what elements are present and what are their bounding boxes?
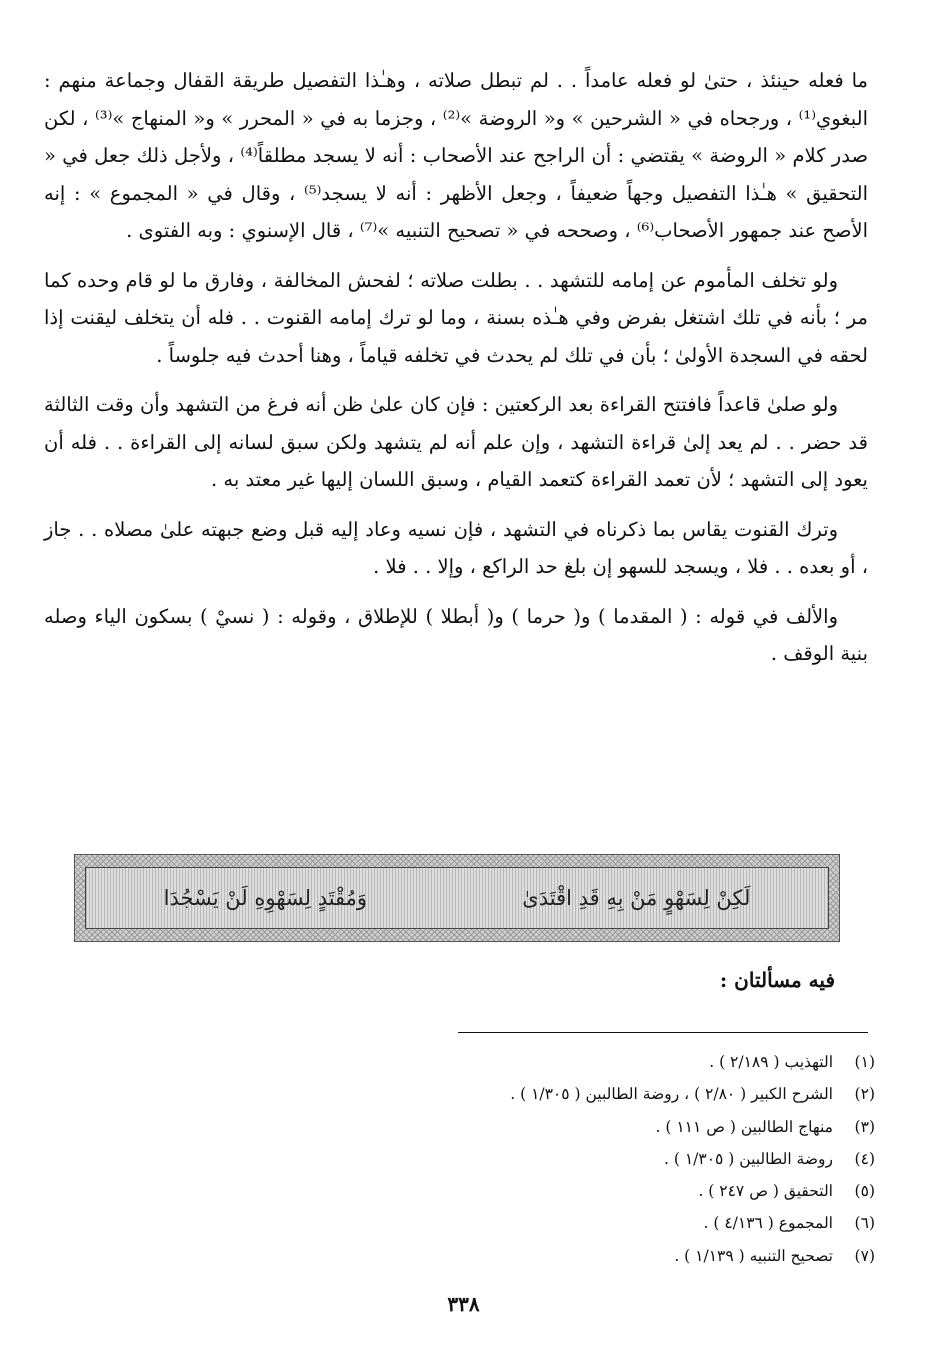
paragraph: ما فعله حينئذ ، حتىٰ لو فعله عامداً . . لم تبطل صلاته ، وهـٰذا التفصيل طريقة القفال وجماعة منهم : البغوي⁽¹⁾ ، ورجحاه في « الشرحين » و« الروضة »⁽²⁾ ، وجزما به في « المحرر » و« المنهاج »⁽³⁾ ، لكن صدر كلام « الروضة » يقتضي : أن الراجح عند الأصحاب : أنه لا يسجد مطلقاً⁽⁴⁾ ، ولأجل ذلك جعل في « التحقيق » هـٰذا التفصيل وجهاً ضعيفاً ، وجعل الأظهر : أنه لا يسجد⁽⁵⁾ ، وقال في « المجموع » : إنه الأصح عند جمهور الأصحاب⁽⁶⁾ ، وصححه في « تصحيح التنبيه »⁽⁷⁾ ، قال الإسنوي : وبه الفتوى . [44,69,869,242]
footnote-text: المجموع ( ٤/١٣٦ ) . [703,1214,833,1233]
main-text [44,62,868,685]
poem-right-hemistich: وَمُقْتَدٍ لِسَهْوِهِ لَنْ يَسْجُدَا [163,886,368,910]
paragraph: وترك القنوت يقاس بما ذكرناه في التشهد ، فإن نسيه وعاد إليه قبل وضع جبهته علىٰ مصلاه . . جاز ، أو بعده . . فلا ، ويسجد للسهو إن بلغ حد الراكع ، وإلا . . فلا . [44,517,868,578]
footnote-text: الشرح الكبير ( ٢/٨٠ ) ، روضة الطالبين ( ١/٣٠٥ ) . [510,1085,833,1104]
footnote-number: (٤) [854,1149,875,1168]
poem-left-hemistich: لَكِنْ لِسَهْوٍ مَنْ بِهِ قَدِ اقْتَدَىٰ [522,886,751,910]
poem-verse-frame [74,854,840,942]
footnote-text: روضة الطالبين ( ١/٣٠٥ ) . [664,1149,833,1168]
footnote-number: (١) [854,1053,875,1071]
footnote [315,1046,875,1078]
footnote-number: (٦) [854,1214,875,1233]
footnote-text: التهذيب ( ٢/١٨٩ ) . [709,1053,833,1071]
footnote [315,1207,875,1239]
footnote-number: (٧) [854,1246,875,1265]
poem-verse [85,867,829,929]
footnote [315,1111,875,1143]
paragraph: والألف في قوله : ( المقدما ) و( حرما ) و( أبطلا ) للإطلاق ، وقوله : ( نسيْ ) بسكون الياء وصله بنية الوقف . [44,604,868,665]
footnote-text: التحقيق ( ص ٢٤٧ ) . [698,1182,833,1201]
footnote [315,1078,875,1110]
paragraph: ولو تخلف المأموم عن إمامه للتشهد . . بطلت صلاته ؛ لفحش المخالفة ، وفارق ما لو قام وحده كما مر ؛ بأنه في تلك اشتغل بفرض وفي هـٰذه بسنة ، وما لو ترك إمامه القنوت . . فله أن يتخلف ليقنت إذا لحقه في السجدة الأولىٰ ؛ بأن في تلك لم يحدث في تخلفه قياماً ، وهنا أحدث فيه جلوساً . [44,268,868,367]
section-heading: فيه مسألتان : [719,968,835,992]
footnote-text: منهاج الطالبين ( ص ١١١ ) . [655,1117,833,1136]
footnote [315,1143,875,1175]
footnote [315,1175,875,1207]
page-number: ٣٣٨ [447,1292,480,1316]
paragraph: ولو صلىٰ قاعداً فافتتح القراءة بعد الركعتين : فإن كان علىٰ ظن أنه فرغ من التشهد وأن وقت الثالثة قد حضر . . لم يعد إلىٰ قراءة التشهد ، وإن علم أنه لم يتشهد ولكن سبق لسانه إلى القراءة . . فله أن يعود إلى التشهد ؛ لأن تعمد القراءة كتعمد القيام ، وسبق اللسان إليها غير معتد به . [44,393,868,491]
footnote-divider [458,1032,868,1033]
footnote-number: (٣) [854,1117,875,1136]
footnote-number: (٥) [854,1182,875,1201]
footnote [315,1240,875,1272]
footnote-text: تصحيح التنبيه ( ١/١٣٩ ) . [674,1246,833,1265]
footnote-number: (٢) [854,1085,875,1104]
footnotes-list [315,1046,875,1272]
